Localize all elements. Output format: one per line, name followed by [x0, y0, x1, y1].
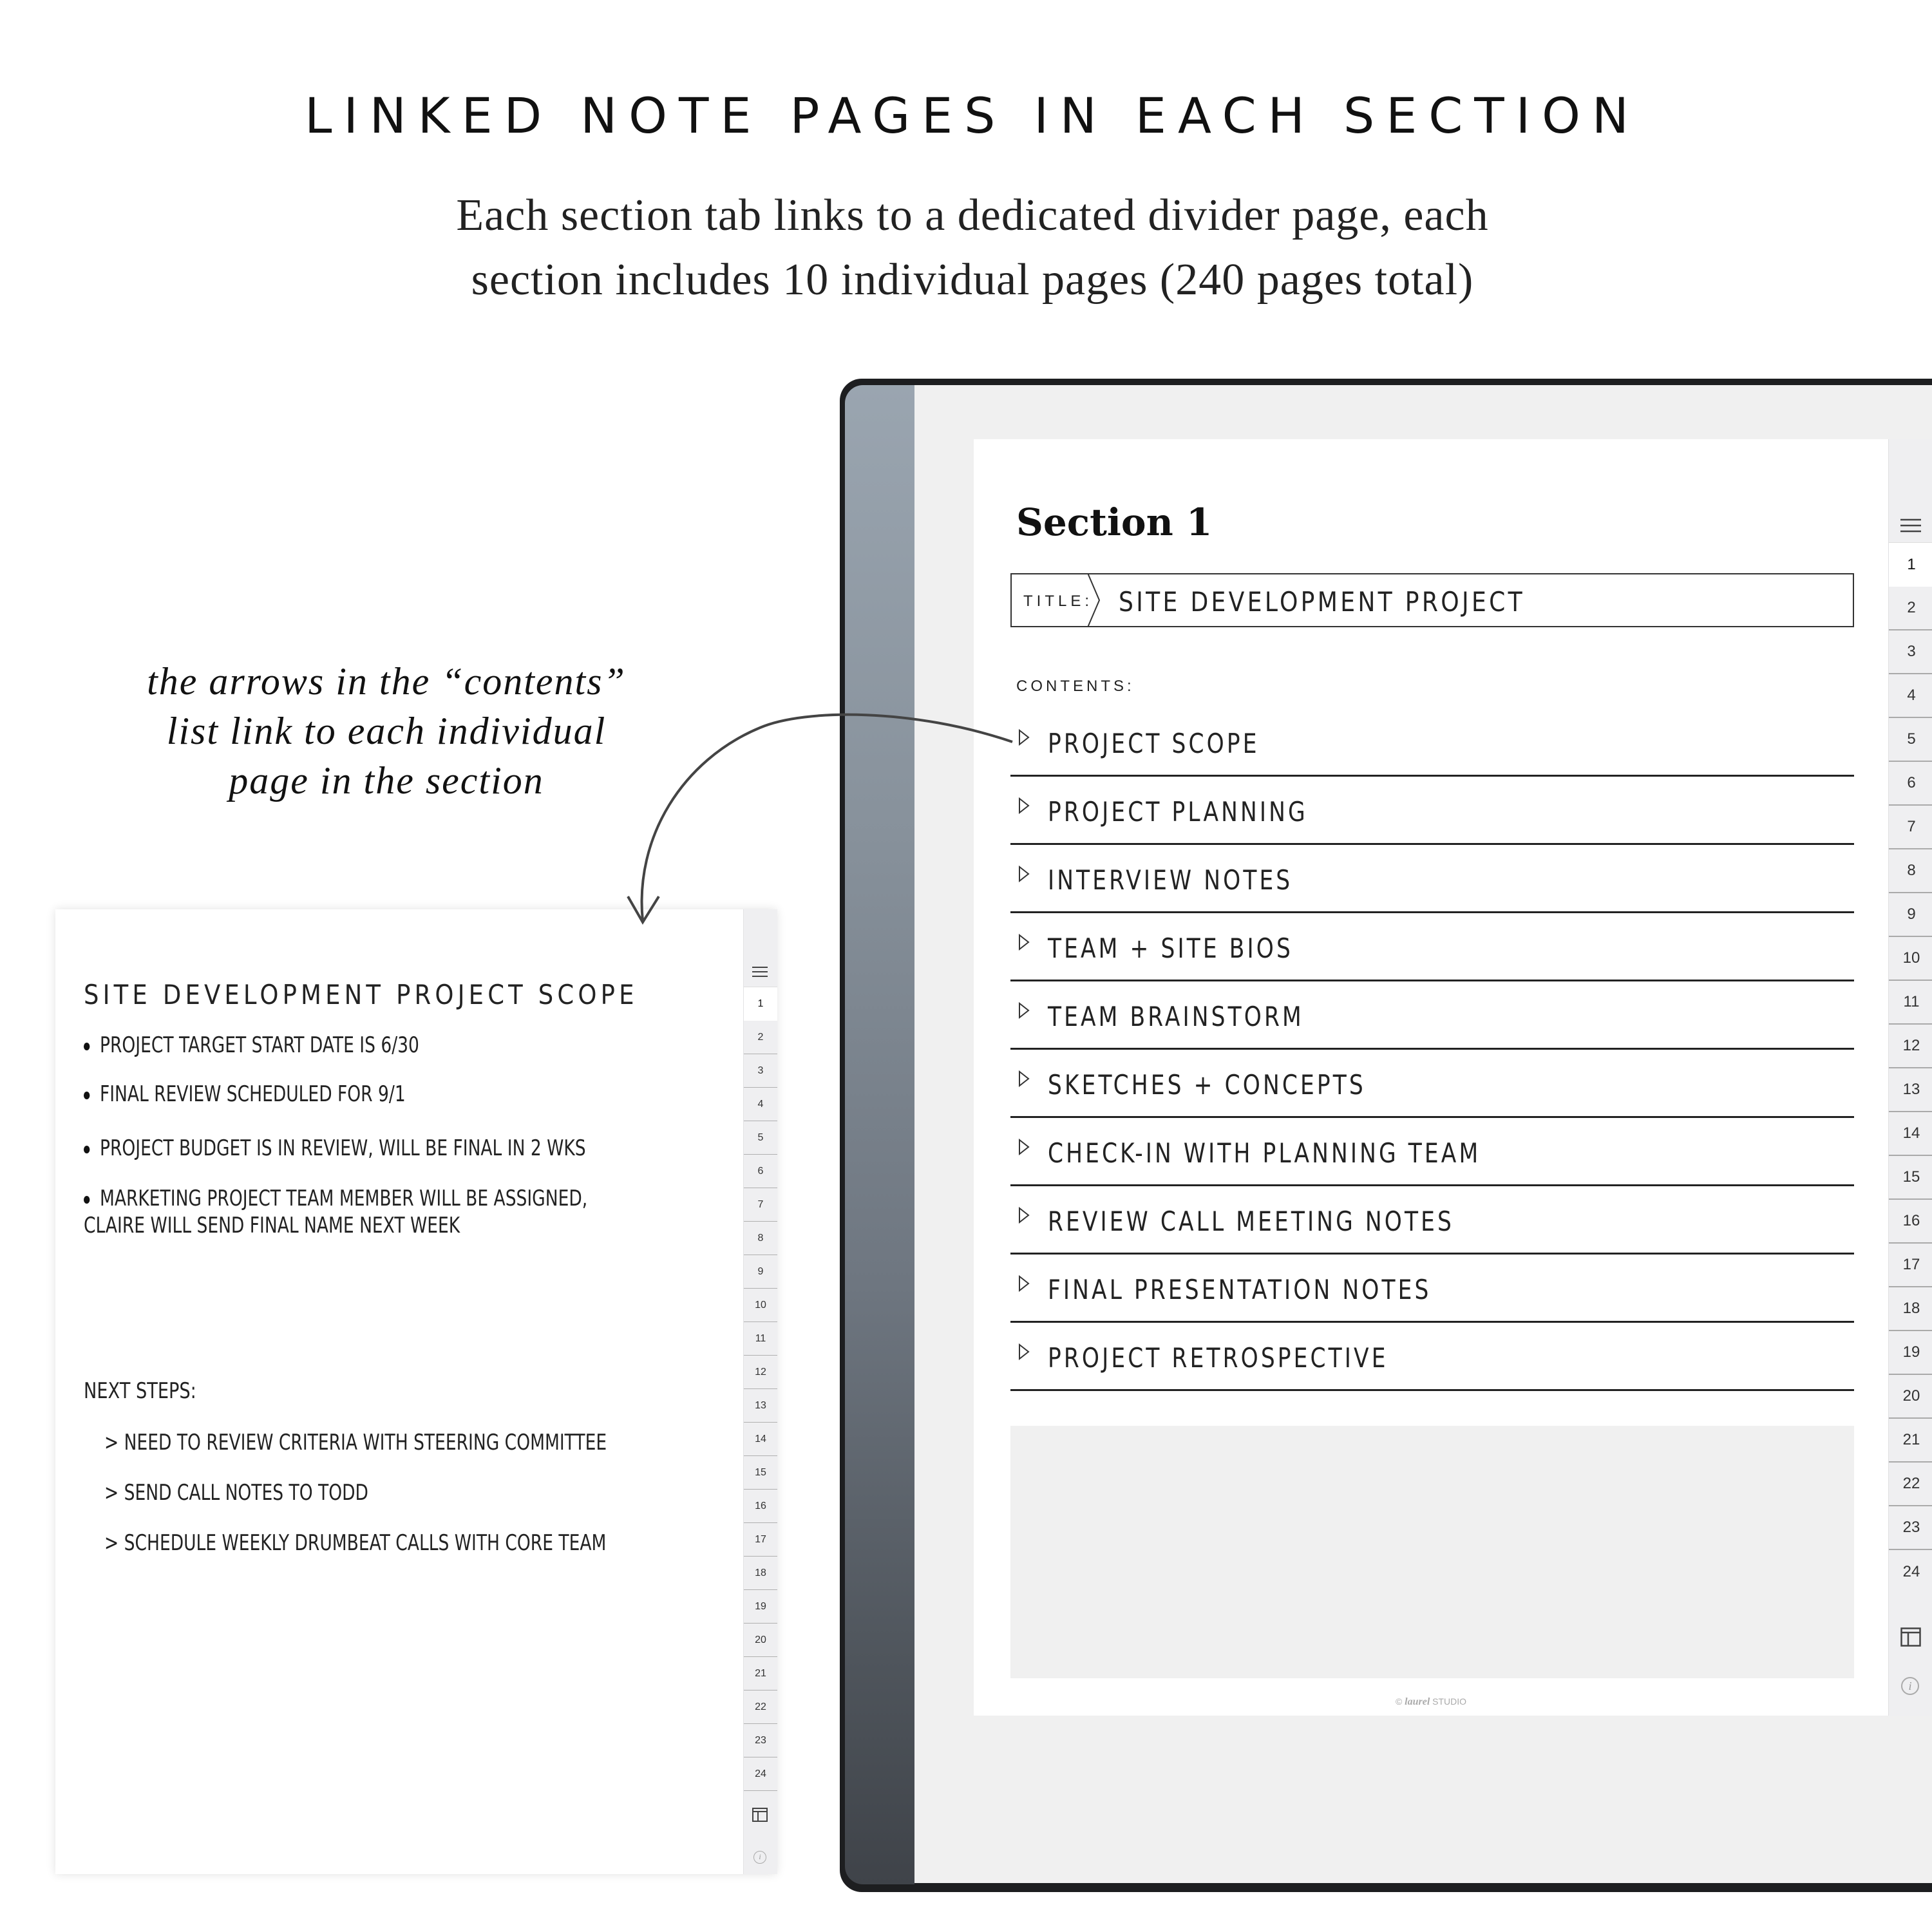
page-headline: LINKED NOTE PAGES IN EACH SECTION [305, 87, 1640, 144]
tab-3[interactable]: 3 [744, 1054, 777, 1088]
contents-item-label: TEAM BRAINSTORM [1048, 1001, 1304, 1032]
title-value: SITE DEVELOPMENT PROJECT [1119, 586, 1525, 618]
contents-item-label: TEAM + SITE BIOS [1048, 933, 1293, 964]
tab-12[interactable]: 12 [1889, 1025, 1932, 1068]
bullet-item [84, 1185, 586, 1212]
note-page-tabs-sidebar [743, 909, 777, 1874]
notes-area[interactable] [1010, 1426, 1854, 1678]
tab-7[interactable]: 7 [744, 1188, 777, 1222]
link-arrow-icon[interactable] [1018, 1070, 1030, 1087]
bullet-item [84, 1135, 586, 1185]
section-divider-page [974, 439, 1888, 1716]
contents-list [1010, 710, 1854, 1392]
callout-line-2: list link to each individual [166, 710, 607, 752]
tab-22[interactable]: 22 [1889, 1463, 1932, 1506]
tab-1[interactable]: 1 [744, 987, 777, 1021]
contents-item[interactable] [1010, 778, 1854, 845]
tab-13[interactable]: 13 [1889, 1068, 1932, 1112]
info-icon[interactable]: i [1901, 1677, 1919, 1695]
link-arrow-icon[interactable] [1018, 1207, 1030, 1224]
tab-9[interactable]: 9 [744, 1255, 777, 1289]
bullet-text: FINAL REVIEW SCHEDULED FOR 9/1 [99, 1081, 406, 1107]
link-arrow-icon[interactable] [1018, 866, 1030, 882]
contents-item-label: PROJECT SCOPE [1048, 728, 1260, 759]
tab-1[interactable]: 1 [1889, 543, 1932, 587]
contents-item-label: FINAL PRESENTATION NOTES [1048, 1274, 1432, 1305]
contents-item-label: INTERVIEW NOTES [1048, 864, 1293, 896]
tab-4[interactable]: 4 [744, 1088, 777, 1121]
tab-16[interactable]: 16 [1889, 1200, 1932, 1244]
note-page-title: SITE DEVELOPMENT PROJECT SCOPE [84, 979, 638, 1010]
tab-9[interactable]: 9 [1889, 893, 1932, 937]
tab-21[interactable]: 21 [744, 1657, 777, 1690]
section-title: Section 1 [1016, 500, 1213, 544]
bullet-item [84, 1081, 586, 1135]
tab-8[interactable]: 8 [744, 1222, 777, 1255]
page-subheadline [0, 184, 1932, 312]
next-step-item: > SCHEDULE WEEKLY DRUMBEAT CALLS WITH CORE TEAM [104, 1530, 607, 1556]
next-step-item: > SEND CALL NOTES TO TODD [104, 1480, 368, 1506]
next-steps-list [104, 1430, 748, 1580]
device-bezel [845, 385, 914, 1884]
bullet-dot-icon [84, 1092, 90, 1099]
tab-6[interactable]: 6 [1889, 762, 1932, 806]
tab-20[interactable]: 20 [1889, 1375, 1932, 1419]
contents-item[interactable] [1010, 846, 1854, 913]
tab-10[interactable]: 10 [744, 1289, 777, 1322]
tab-23[interactable]: 23 [1889, 1506, 1932, 1550]
bullet-dot-icon [84, 1146, 90, 1153]
callout-line-1: the arrows in the “contents” [147, 660, 626, 703]
tab-23[interactable]: 23 [744, 1724, 777, 1757]
tab-8[interactable]: 8 [1889, 849, 1932, 893]
subheadline-line-1: Each section tab links to a dedicated divider page, each [456, 191, 1489, 240]
callout-text [97, 657, 676, 806]
contents-item-label: PROJECT RETROSPECTIVE [1048, 1342, 1388, 1374]
contents-item[interactable] [1010, 1188, 1854, 1255]
bullet-text: MARKETING PROJECT TEAM MEMBER WILL BE ASSIGNED, [99, 1186, 588, 1211]
bullet-dot-icon [84, 1043, 90, 1050]
tab-5[interactable]: 5 [744, 1121, 777, 1155]
tab-2[interactable]: 2 [744, 1021, 777, 1054]
tab-12[interactable]: 12 [744, 1356, 777, 1389]
tab-21[interactable]: 21 [1889, 1419, 1932, 1463]
bullet-continuation: CLAIRE WILL SEND FINAL NAME NEXT WEEK [84, 1213, 460, 1238]
tab-5[interactable]: 5 [1889, 718, 1932, 762]
credit-footer [974, 1696, 1888, 1708]
contents-item-label: PROJECT PLANNING [1048, 796, 1308, 828]
tab-15[interactable]: 15 [1889, 1156, 1932, 1200]
bullet-text: PROJECT BUDGET IS IN REVIEW, WILL BE FINAL IN 2 WKS [99, 1135, 586, 1161]
link-arrow-icon[interactable] [1018, 1139, 1030, 1155]
info-icon[interactable]: i [753, 1851, 766, 1864]
tab-11[interactable]: 11 [1889, 981, 1932, 1025]
tab-7[interactable]: 7 [1889, 806, 1932, 849]
tab-2[interactable]: 2 [1889, 587, 1932, 630]
note-bullets [84, 1032, 728, 1239]
tab-10[interactable]: 10 [1889, 937, 1932, 981]
tab-18[interactable]: 18 [744, 1557, 777, 1590]
contents-item[interactable] [1010, 914, 1854, 981]
tab-menu-button[interactable] [1889, 439, 1932, 543]
title-label: TITLE: [1023, 592, 1094, 610]
contents-item-label: SKETCHES + CONCEPTS [1048, 1069, 1366, 1101]
tab-3[interactable]: 3 [1889, 630, 1932, 674]
tab-22[interactable]: 22 [744, 1690, 777, 1724]
layout-icon[interactable] [1900, 1627, 1921, 1647]
tab-menu-button[interactable] [744, 909, 777, 987]
layout-icon[interactable] [752, 1808, 768, 1822]
contents-item-label: REVIEW CALL MEETING NOTES [1048, 1206, 1454, 1237]
chevron-divider-icon [1088, 573, 1102, 627]
section-tabs-sidebar [1888, 439, 1932, 1716]
hamburger-menu-icon [752, 966, 768, 978]
tab-24[interactable]: 24 [744, 1757, 777, 1791]
tab-6[interactable]: 6 [744, 1155, 777, 1188]
contents-label: CONTENTS: [1016, 677, 1135, 695]
contents-item[interactable] [1010, 1051, 1854, 1118]
contents-item[interactable] [1010, 710, 1854, 777]
contents-item[interactable] [1010, 1119, 1854, 1186]
tab-18[interactable]: 18 [1889, 1287, 1932, 1331]
tab-19[interactable]: 19 [744, 1590, 777, 1624]
tab-24[interactable]: 24 [1902, 1563, 1920, 1580]
link-arrow-icon[interactable] [1018, 1002, 1030, 1019]
copyright-symbol: © [1395, 1696, 1403, 1707]
contents-item[interactable] [1010, 1324, 1854, 1391]
link-arrow-icon[interactable] [1018, 1275, 1030, 1292]
tab-4[interactable]: 4 [1889, 674, 1932, 718]
title-field[interactable] [1010, 573, 1854, 627]
link-arrow-icon[interactable] [1018, 934, 1030, 951]
tab-13[interactable]: 13 [744, 1389, 777, 1423]
next-step-item: > NEED TO REVIEW CRITERIA WITH STEERING COMMITTEE [104, 1430, 607, 1455]
tab-14[interactable]: 14 [1889, 1112, 1932, 1156]
link-arrow-icon[interactable] [1018, 729, 1030, 746]
link-arrow-icon[interactable] [1018, 1343, 1030, 1360]
bullet-text: PROJECT TARGET START DATE IS 6/30 [99, 1032, 419, 1058]
hamburger-menu-icon [1900, 518, 1921, 533]
tab-17[interactable]: 17 [744, 1523, 777, 1557]
note-page [55, 909, 777, 1874]
bullet-item [84, 1032, 586, 1081]
subheadline-line-2: section includes 10 individual pages (240 pages total) [471, 255, 1474, 305]
contents-item[interactable] [1010, 983, 1854, 1050]
next-steps-label: NEXT STEPS: [84, 1378, 196, 1404]
tab-14[interactable]: 14 [744, 1423, 777, 1456]
tab-16[interactable]: 16 [744, 1490, 777, 1523]
link-arrow-icon[interactable] [1018, 797, 1030, 814]
callout-line-3: page in the section [229, 759, 544, 802]
bullet-dot-icon [84, 1196, 90, 1204]
tab-17[interactable]: 17 [1889, 1244, 1932, 1287]
credit-brand: laurel [1405, 1696, 1430, 1707]
tab-19[interactable]: 19 [1889, 1331, 1932, 1375]
tab-15[interactable]: 15 [744, 1456, 777, 1490]
tab-20[interactable]: 20 [744, 1624, 777, 1657]
contents-item[interactable] [1010, 1256, 1854, 1323]
credit-suffix: STUDIO [1430, 1696, 1467, 1707]
contents-item-label: CHECK-IN WITH PLANNING TEAM [1048, 1137, 1481, 1169]
tab-11[interactable]: 11 [744, 1322, 777, 1356]
